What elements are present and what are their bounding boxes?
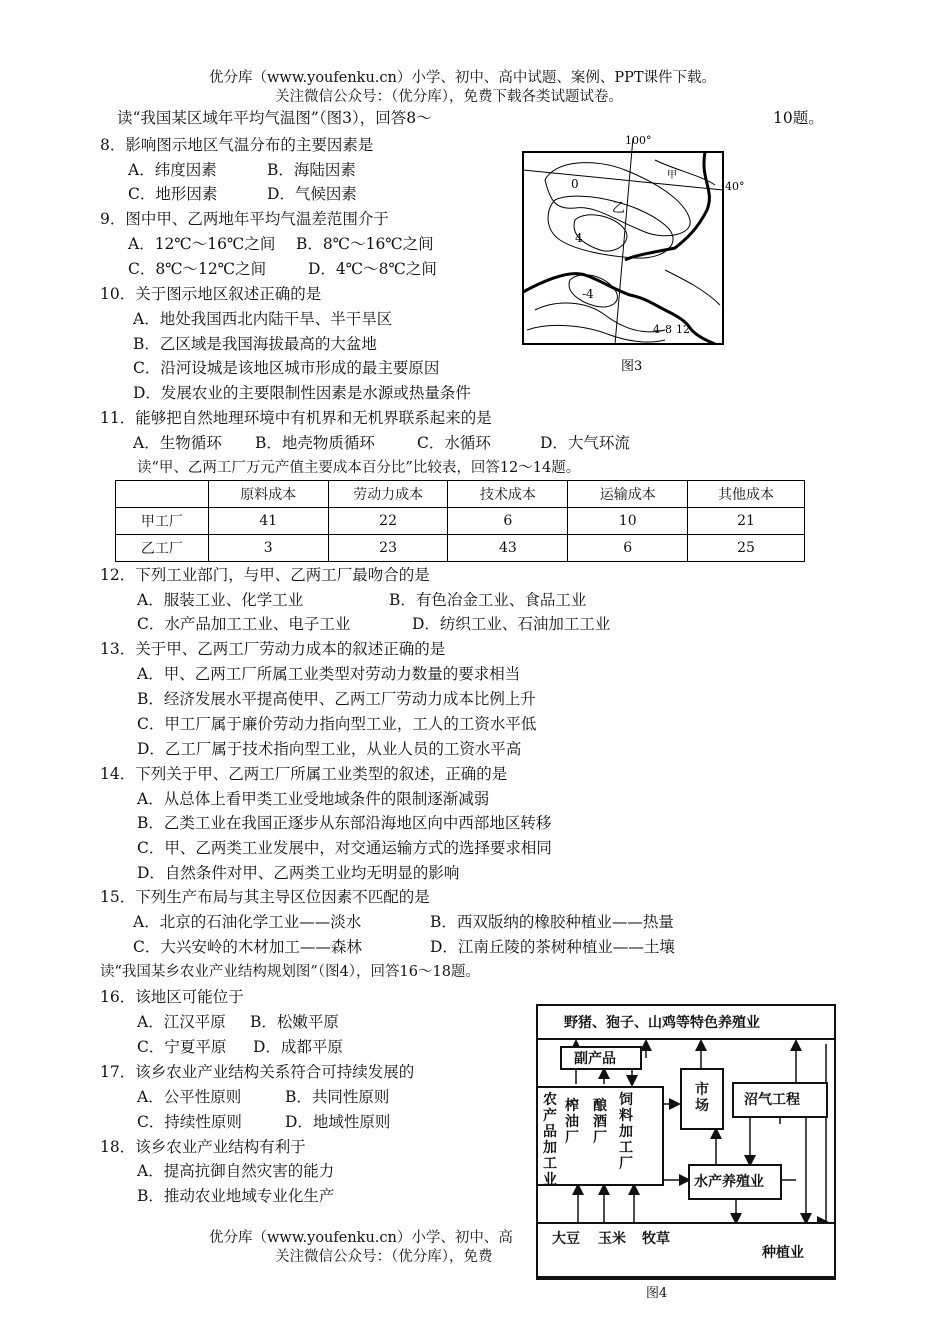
q12-stem: 12．下列工业部门，与甲、乙两工厂最吻合的是 [100, 566, 430, 584]
table-header-cell [116, 481, 209, 508]
figure-caption: 图3 [621, 359, 643, 374]
q13-option-a: A．甲、乙两工厂所属工业类型对劳动力数量的要求相当 [137, 665, 521, 683]
q14-stem: 14．下列关于甲、乙两工厂所属工业类型的叙述，正确的是 [100, 765, 508, 783]
q14-option-c: C．甲、乙两类工业发展中，对交通运输方式的选择要求相同 [137, 839, 552, 857]
footer-line-1: 优分库（www.youfenku.cn）小学、初中、高 [209, 1230, 513, 1246]
q13-option-b: B．经济发展水平提高使甲、乙两工厂劳动力成本比例上升 [137, 690, 536, 708]
q9-option-b: B．8℃～16℃之间 [296, 235, 434, 253]
aquaculture-box [688, 1164, 782, 1200]
place-label-yi: 乙 [612, 201, 626, 216]
contour-label: 4 [653, 323, 660, 336]
q15-option-d: D．江南丘陵的茶树种植业——土壤 [430, 938, 675, 956]
intro-fig4: 读“我国某乡农业产业结构规划图”（图4），回答16～18题。 [100, 964, 480, 980]
q11-option-c: C．水循环 [417, 434, 491, 452]
planting-label: 种植业 [762, 1245, 804, 1261]
agriculture-structure-diagram [536, 1004, 836, 1304]
q15-option-b: B．西双版纳的橡胶种植业——热量 [430, 913, 674, 931]
table-row [116, 508, 805, 535]
feed-mill-label: 饲料加工厂 [619, 1092, 633, 1172]
byproduct-box [560, 1046, 642, 1070]
q8-stem: 8．影响图示地区气温分布的主要因素是 [100, 136, 374, 154]
q10-option-b: B．乙区域是我国海拔最高的大盆地 [133, 335, 377, 353]
q12-option-c: C．水产品加工工业、电子工业 [137, 615, 351, 633]
table-cell: 6 [448, 508, 568, 535]
processing-label: 农产品加工业 [543, 1092, 557, 1188]
market-box [680, 1068, 724, 1130]
q16-option-a: A．江汉平原 [137, 1013, 226, 1031]
table-header-row [116, 481, 805, 508]
crop-forage: 牧草 [642, 1231, 670, 1247]
q14-option-b: B．乙类工业在我国正逐步从东部沿海地区向中西部地区转移 [137, 814, 552, 832]
crop-corn: 玉米 [598, 1231, 626, 1247]
q15-option-a: A．北京的石油化学工业——淡水 [133, 913, 362, 931]
q12-option-b: B．有色冶金工业、食品工业 [389, 591, 587, 609]
table-cell: 41 [208, 508, 328, 535]
table-cell: 23 [328, 535, 448, 562]
q15-option-c: C．大兴安岭的木材加工——森林 [133, 938, 362, 956]
q17-stem: 17．该乡农业产业结构关系符合可持续发展的 [100, 1063, 415, 1081]
table-cell: 10 [568, 508, 688, 535]
q10-option-c: C．沿河设城是该地区城市形成的最主要原因 [133, 359, 440, 377]
q15-stem: 15．下列生产布局与其主导区位因素不匹配的是 [100, 888, 430, 906]
contour-label: 4 [575, 231, 583, 245]
aquaculture-label: 水产养殖业 [694, 1174, 764, 1190]
crop-soybean: 大豆 [552, 1231, 580, 1247]
table-cell: 3 [208, 535, 328, 562]
q13-option-c: C．甲工厂属于廉价劳动力指向型工业，工人的工资水平低 [137, 715, 537, 733]
contour-label: 8 [665, 323, 672, 336]
q17-option-a: A．公平性原则 [137, 1088, 242, 1106]
q9-option-c: C．8℃～12℃之间 [128, 260, 267, 278]
q16-option-c: C．宁夏平原 [137, 1038, 227, 1056]
header-line-1: 优分库（www.youfenku.cn）小学、初中、高中试题、案例、PPT课件下载。 [209, 70, 717, 86]
q13-option-d: D．乙工厂属于技术指向型工业，从业人员的工资水平高 [137, 740, 522, 758]
table-cell: 25 [688, 535, 805, 562]
table-cell: 43 [448, 535, 568, 562]
brewery-label: 酿酒厂 [593, 1098, 607, 1146]
footer-line-2: 关注微信公众号：（优分库），免费 [275, 1249, 493, 1265]
contour-label: 0 [571, 177, 579, 191]
table-cell: 22 [328, 508, 448, 535]
q11-option-a: A．生物循环 [133, 434, 222, 452]
q11-option-b: B．地壳物质循环 [255, 434, 375, 452]
table-header-cell: 运输成本 [568, 481, 688, 508]
q9-option-a: A．12℃～16℃之间 [128, 235, 276, 253]
q10-stem: 10．关于图示地区叙述正确的是 [100, 285, 322, 303]
wildlife-breeding-label: 野猪、狍子、山鸡等特色养殖业 [564, 1015, 760, 1031]
q8-option-d: D．气候因素 [267, 185, 357, 203]
intro-fig3-tail: 10题。 [773, 109, 824, 127]
q12-option-d: D．纺织工业、石油加工工业 [412, 615, 611, 633]
biogas-label: 沼气工程 [744, 1092, 800, 1108]
q18-option-a: A．提高抗御自然灾害的能力 [137, 1162, 335, 1180]
q17-option-d: D．地域性原则 [285, 1113, 391, 1131]
q18-option-b: B．推动农业地域专业化生产 [137, 1187, 335, 1205]
table-cell: 6 [568, 535, 688, 562]
q14-option-a: A．从总体上看甲类工业受地域条件的限制逐渐减弱 [137, 790, 490, 808]
q8-option-a: A．纬度因素 [128, 161, 217, 179]
q12-option-a: A．服装工业、化学工业 [137, 591, 304, 609]
q9-stem: 9．图中甲、乙两地年平均气温差范围介于 [100, 210, 389, 228]
q16-option-d: D．成都平原 [253, 1038, 343, 1056]
planting-box [536, 1222, 836, 1278]
table-header-cell: 其他成本 [688, 481, 805, 508]
cost-table [115, 480, 805, 562]
q11-stem: 11．能够把自然地理环境中有机界和无机界联系起来的是 [100, 409, 492, 427]
q13-stem: 13．关于甲、乙两工厂劳动力成本的叙述正确的是 [100, 640, 446, 658]
latitude-label: 40° [725, 180, 745, 193]
contour-label: 12 [676, 323, 690, 336]
table-header-cell: 技术成本 [448, 481, 568, 508]
table-header-cell: 劳动力成本 [328, 481, 448, 508]
table-cell: 甲工厂 [116, 508, 209, 535]
q8-option-c: C．地形因素 [128, 185, 218, 203]
table-row [116, 535, 805, 562]
q8-option-b: B．海陆因素 [267, 161, 356, 179]
longitude-label: 100° [625, 134, 652, 147]
place-label-jia: 甲 [667, 170, 677, 181]
contour-label: -4 [582, 287, 594, 301]
market-label: 市场 [695, 1082, 709, 1114]
q10-option-a: A．地处我国西北内陆干旱、半干旱区 [133, 310, 393, 328]
q17-option-b: B．共同性原则 [285, 1088, 390, 1106]
q10-option-d: D．发展农业的主要限制性因素是水源或热量条件 [133, 384, 471, 402]
intro-cost-table: 读“甲、乙两工厂万元产值主要成本百分比”比较表，回答12～14题。 [137, 460, 581, 476]
byproduct-label: 副产品 [574, 1051, 616, 1067]
q16-option-b: B．松嫩平原 [250, 1013, 339, 1031]
intro-fig3: 读“我国某区域年平均气温图”（图3），回答8～ [117, 109, 432, 127]
table-header-cell: 原料成本 [208, 481, 328, 508]
temperature-contour-map [515, 130, 755, 380]
table-cell: 21 [688, 508, 805, 535]
processing-box [536, 1086, 664, 1186]
biogas-box [732, 1082, 828, 1118]
oil-mill-label: 榨油厂 [565, 1098, 579, 1146]
q16-stem: 16．该地区可能位于 [100, 988, 244, 1006]
table-cell: 乙工厂 [116, 535, 209, 562]
figure-caption: 图4 [646, 1286, 668, 1301]
wildlife-breeding-box [536, 1004, 836, 1040]
header-line-2: 关注微信公众号：（优分库），免费下载各类试题试卷。 [275, 89, 623, 105]
q11-option-d: D．大气环流 [540, 434, 630, 452]
q18-stem: 18．该乡农业产业结构有利于 [100, 1138, 306, 1156]
q17-option-c: C．持续性原则 [137, 1113, 242, 1131]
q9-option-d: D．4℃～8℃之间 [308, 260, 437, 278]
q14-option-d: D．自然条件对甲、乙两类工业均无明显的影响 [137, 864, 460, 882]
